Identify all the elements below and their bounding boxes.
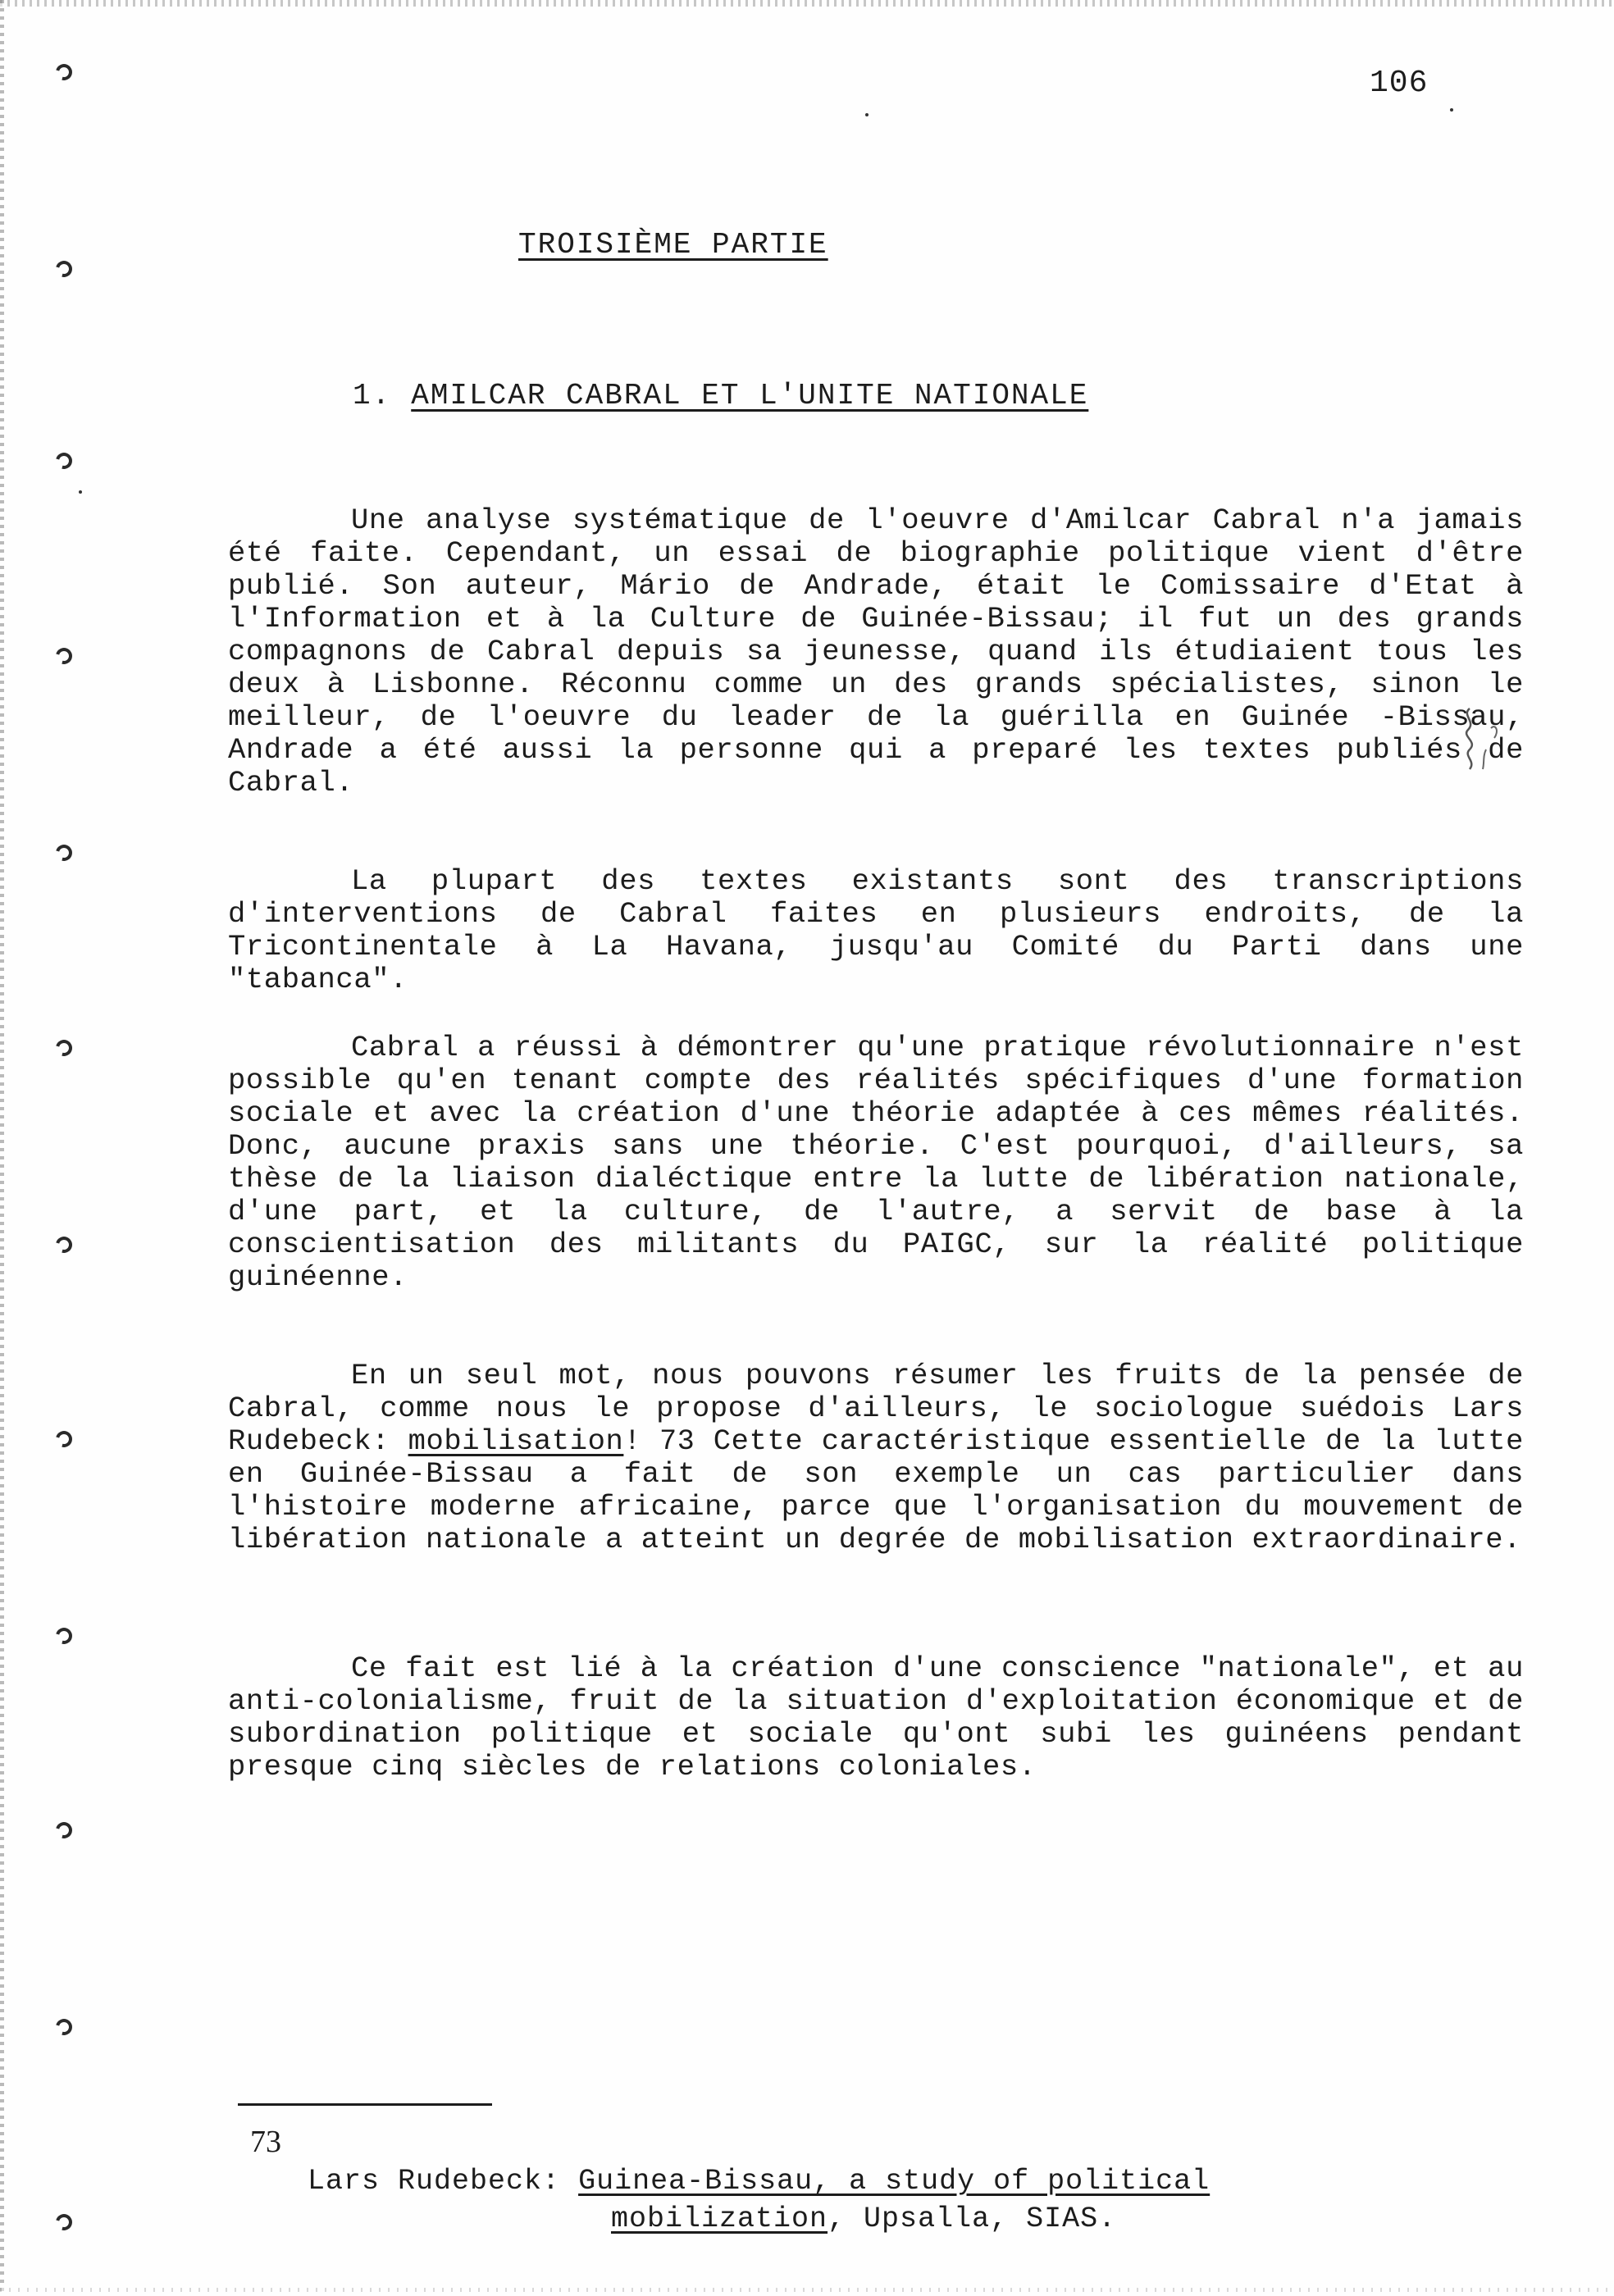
footnote-title: Guinea-Bissau, a study of political (578, 2165, 1210, 2198)
footnote-title-continued: mobilization (611, 2203, 828, 2235)
binder-hole-icon (52, 1624, 75, 1647)
pencil-brace-mark-icon (1458, 704, 1507, 794)
binder-hole-icon (52, 2211, 75, 2233)
paragraph-text: En un seul mot, nous pouvons résumer les fruits de la pensée de Cabral, comme nous le propose d'ailleurs, le sociologue suédois Lars Rudebeck: (228, 1359, 1524, 1458)
paragraph-text: Cette caractéristique essentielle de la lutte en Guinée-Bissau a fait de son exemple un cas particulier dans l'histoire moderne africaine, parce que l'organisation du mouvement de libération nationale a atteint un degrée de mobilisation extraordinaire. (228, 1424, 1524, 1556)
footnote-number: 73 (250, 2125, 281, 2159)
paragraph: Cabral a réussi à démontrer qu'une pratique révolutionnaire n'est possible qu'en tenant compte des réalités spécifiques d'une formation sociale et avec la création d'une théorie adaptée à ces mêmes réalités. Donc, aucune praxis sans une théorie. C'est pourquoi, d'ailleurs, sa thèse de la liaison dialéctique entre la lutte de libération nationale, d'une part, et la culture, de l'autre, a servit de base à la conscientisation des militants du PAIGC, sur la réalité politique guinéenne. (228, 1031, 1524, 1294)
paragraph: Ce fait est lié à la création d'une conscience "nationale", et au anti-colonialisme, fruit de la situation d'exploitation économique et de subordination politique et sociale qu'ont subi les guinéens pendant presque cinq siècles de relations coloniales. (228, 1651, 1524, 1784)
footnote-citation-line-2 (611, 2203, 1116, 2235)
scan-left-edge (0, 0, 4, 2296)
paragraph: Une analyse systématique de l'oeuvre d'Amilcar Cabral n'a jamais été faite. Cependant, un essai de biographie politique vient d'être publié. Son auteur, Mário de Andrade, était le Comissaire d'Etat à l'Information et à la Culture de Guinée-Bissau; il fut un des grands compagnons de Cabral depuis sa jeunesse, quand ils étudiaient tous les deux à Lisbonne. Réconnu comme un des grands spécialistes, sinon le meilleur, de l'oeuvre du leader de la guérilla en Guinée -Bissau, Andrade a été aussi la personne qui a preparé les textes publiés de Cabral. (228, 503, 1524, 800)
binder-hole-icon (52, 1036, 75, 1059)
scan-speck (1450, 108, 1453, 112)
section-title (353, 379, 1088, 412)
scan-speck (79, 490, 82, 494)
binder-hole-icon (52, 1233, 75, 1255)
paragraph (228, 1360, 1524, 1556)
binder-hole-icon (52, 645, 75, 667)
scan-top-edge (0, 0, 1614, 7)
binder-hole-icon (52, 841, 75, 863)
footnote-publisher: , Upsalla, SIAS. (828, 2203, 1117, 2235)
footnote-reference[interactable]: ! 73 (623, 1425, 695, 1458)
footnote-author: Lars Rudebeck: (308, 2165, 579, 2198)
scan-bottom-edge (0, 2288, 1614, 2292)
section-title-text: AMILCAR CABRAL ET L'UNITE NATIONALE (411, 379, 1089, 412)
footnote-divider (238, 2103, 492, 2106)
scan-speck (865, 113, 869, 116)
binder-hole-icon (52, 2016, 75, 2038)
binder-hole-icon (52, 449, 75, 472)
paragraph: La plupart des textes existants sont des transcriptions d'interventions de Cabral faites en plusieurs endroits, de la Tricontinentale à La Havana, jusqu'au Comité du Parti dans une "tabanca". (228, 864, 1524, 996)
binder-hole-icon (52, 257, 75, 280)
part-title: TROISIÈME PARTIE (518, 228, 828, 262)
footnote-citation-line-1 (308, 2165, 1210, 2198)
binder-hole-icon (52, 61, 75, 83)
emphasis-term: mobilisation (408, 1424, 624, 1458)
binder-hole-icon (52, 1428, 75, 1450)
page-number: 106 (1370, 66, 1429, 101)
section-number: 1. (353, 379, 392, 412)
binder-hole-icon (52, 1819, 75, 1841)
